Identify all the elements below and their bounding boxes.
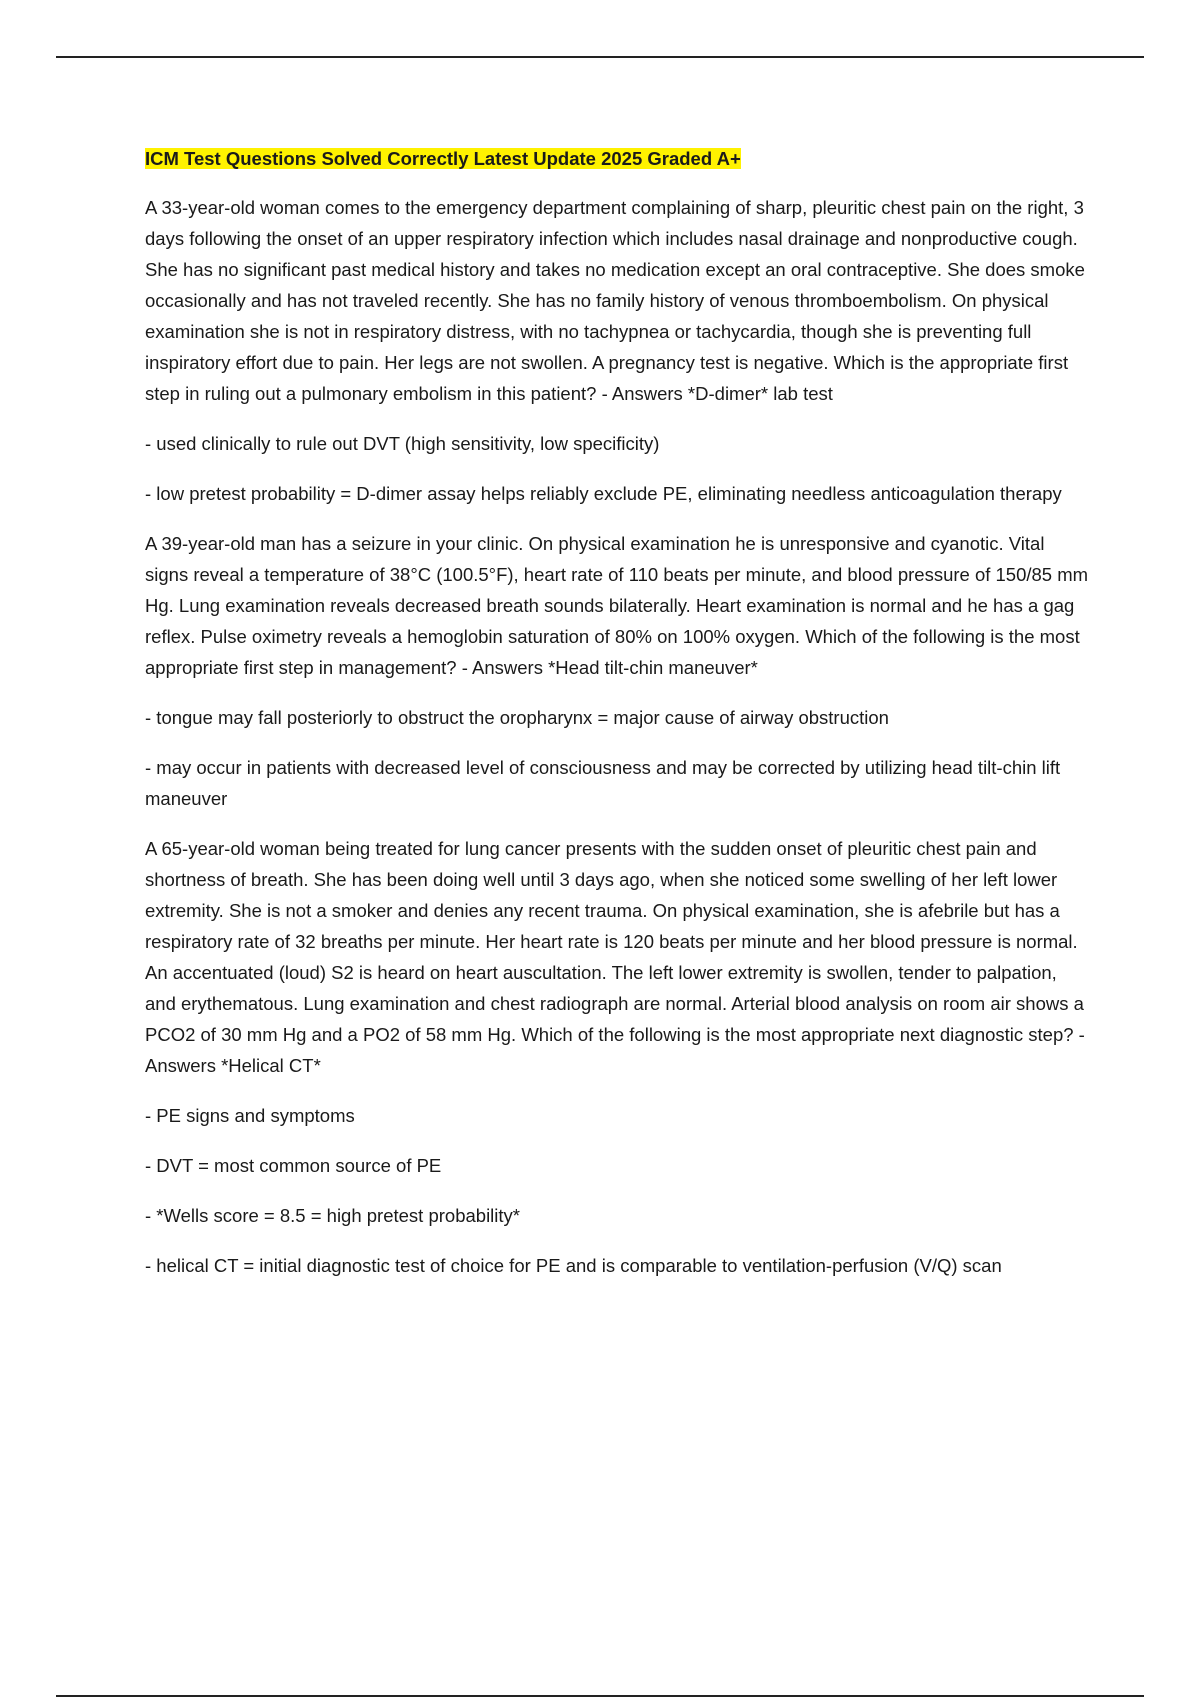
answer-note: - helical CT = initial diagnostic test of choice for PE and is comparable to ventilation-perfusion (V/Q) scan <box>145 1255 1002 1276</box>
footer-rule <box>56 1695 1144 1697</box>
document-body <box>145 145 1090 1300</box>
question-1: A 33-year-old woman comes to the emergency department complaining of sharp, pleuritic chest pain on the right, 3 days following the onset of an upper respiratory infection which includes nasal drainage and nonproductive cough. She has no significant past medical history and takes no medication except an oral contraceptive. She does smoke occasionally and has not traveled recently. She has no family history of venous thromboembolism. On physical examination she is not in respiratory distress, with no tachypnea or tachycardia, though she is preventing full inspiratory effort due to pain. Her legs are not swollen. A pregnancy test is negative. Which is the appropriate first step in ruling out a pulmonary embolism in this patient? - Answers *D-dimer* lab test <box>145 197 1085 404</box>
title-highlight: ICM Test Questions Solved Correctly Latest Update 2025 Graded A+ <box>145 148 741 169</box>
answer-note: - PE signs and symptoms <box>145 1105 355 1126</box>
question-2: A 39-year-old man has a seizure in your clinic. On physical examination he is unresponsive and cyanotic. Vital signs reveal a temperature of 38°C (100.5°F), heart rate of 110 beats per minute, and blood pressure of 150/85 mm Hg. Lung examination reveals decreased breath sounds bilaterally. Heart examination is normal and he has a gag reflex. Pulse oximetry reveals a hemoglobin saturation of 80% on 100% oxygen. Which of the following is the most appropriate first step in management? - Answers *Head tilt-chin maneuver* <box>145 533 1089 678</box>
header-rule <box>56 56 1144 58</box>
answer-note: - *Wells score = 8.5 = high pretest probability* <box>145 1205 520 1226</box>
answer-note: - low pretest probability = D-dimer assay helps reliably exclude PE, eliminating needless anticoagulation therapy <box>145 483 1062 504</box>
answer-note: - tongue may fall posteriorly to obstruct the oropharynx = major cause of airway obstruction <box>145 707 889 728</box>
document-title <box>145 145 1090 173</box>
answer-note: - may occur in patients with decreased level of consciousness and may be corrected by utilizing head tilt-chin lift maneuver <box>145 757 1061 809</box>
answer-note: - used clinically to rule out DVT (high sensitivity, low specificity) <box>145 433 660 454</box>
question-3: A 65-year-old woman being treated for lung cancer presents with the sudden onset of pleuritic chest pain and shortness of breath. She has been doing well until 3 days ago, when she noticed some swelling of her left lower extremity. She is not a smoker and denies any recent trauma. On physical examination, she is afebrile but has a respiratory rate of 32 breaths per minute. Her heart rate is 120 beats per minute and her blood pressure is normal. An accentuated (loud) S2 is heard on heart auscultation. The left lower extremity is swollen, tender to palpation, and erythematous. Lung examination and chest radiograph are normal. Arterial blood analysis on room air shows a PCO2 of 30 mm Hg and a PO2 of 58 mm Hg. Which of the following is the most appropriate next diagnostic step? - Answers *Helical CT* <box>145 838 1085 1076</box>
answer-note: - DVT = most common source of PE <box>145 1155 442 1176</box>
